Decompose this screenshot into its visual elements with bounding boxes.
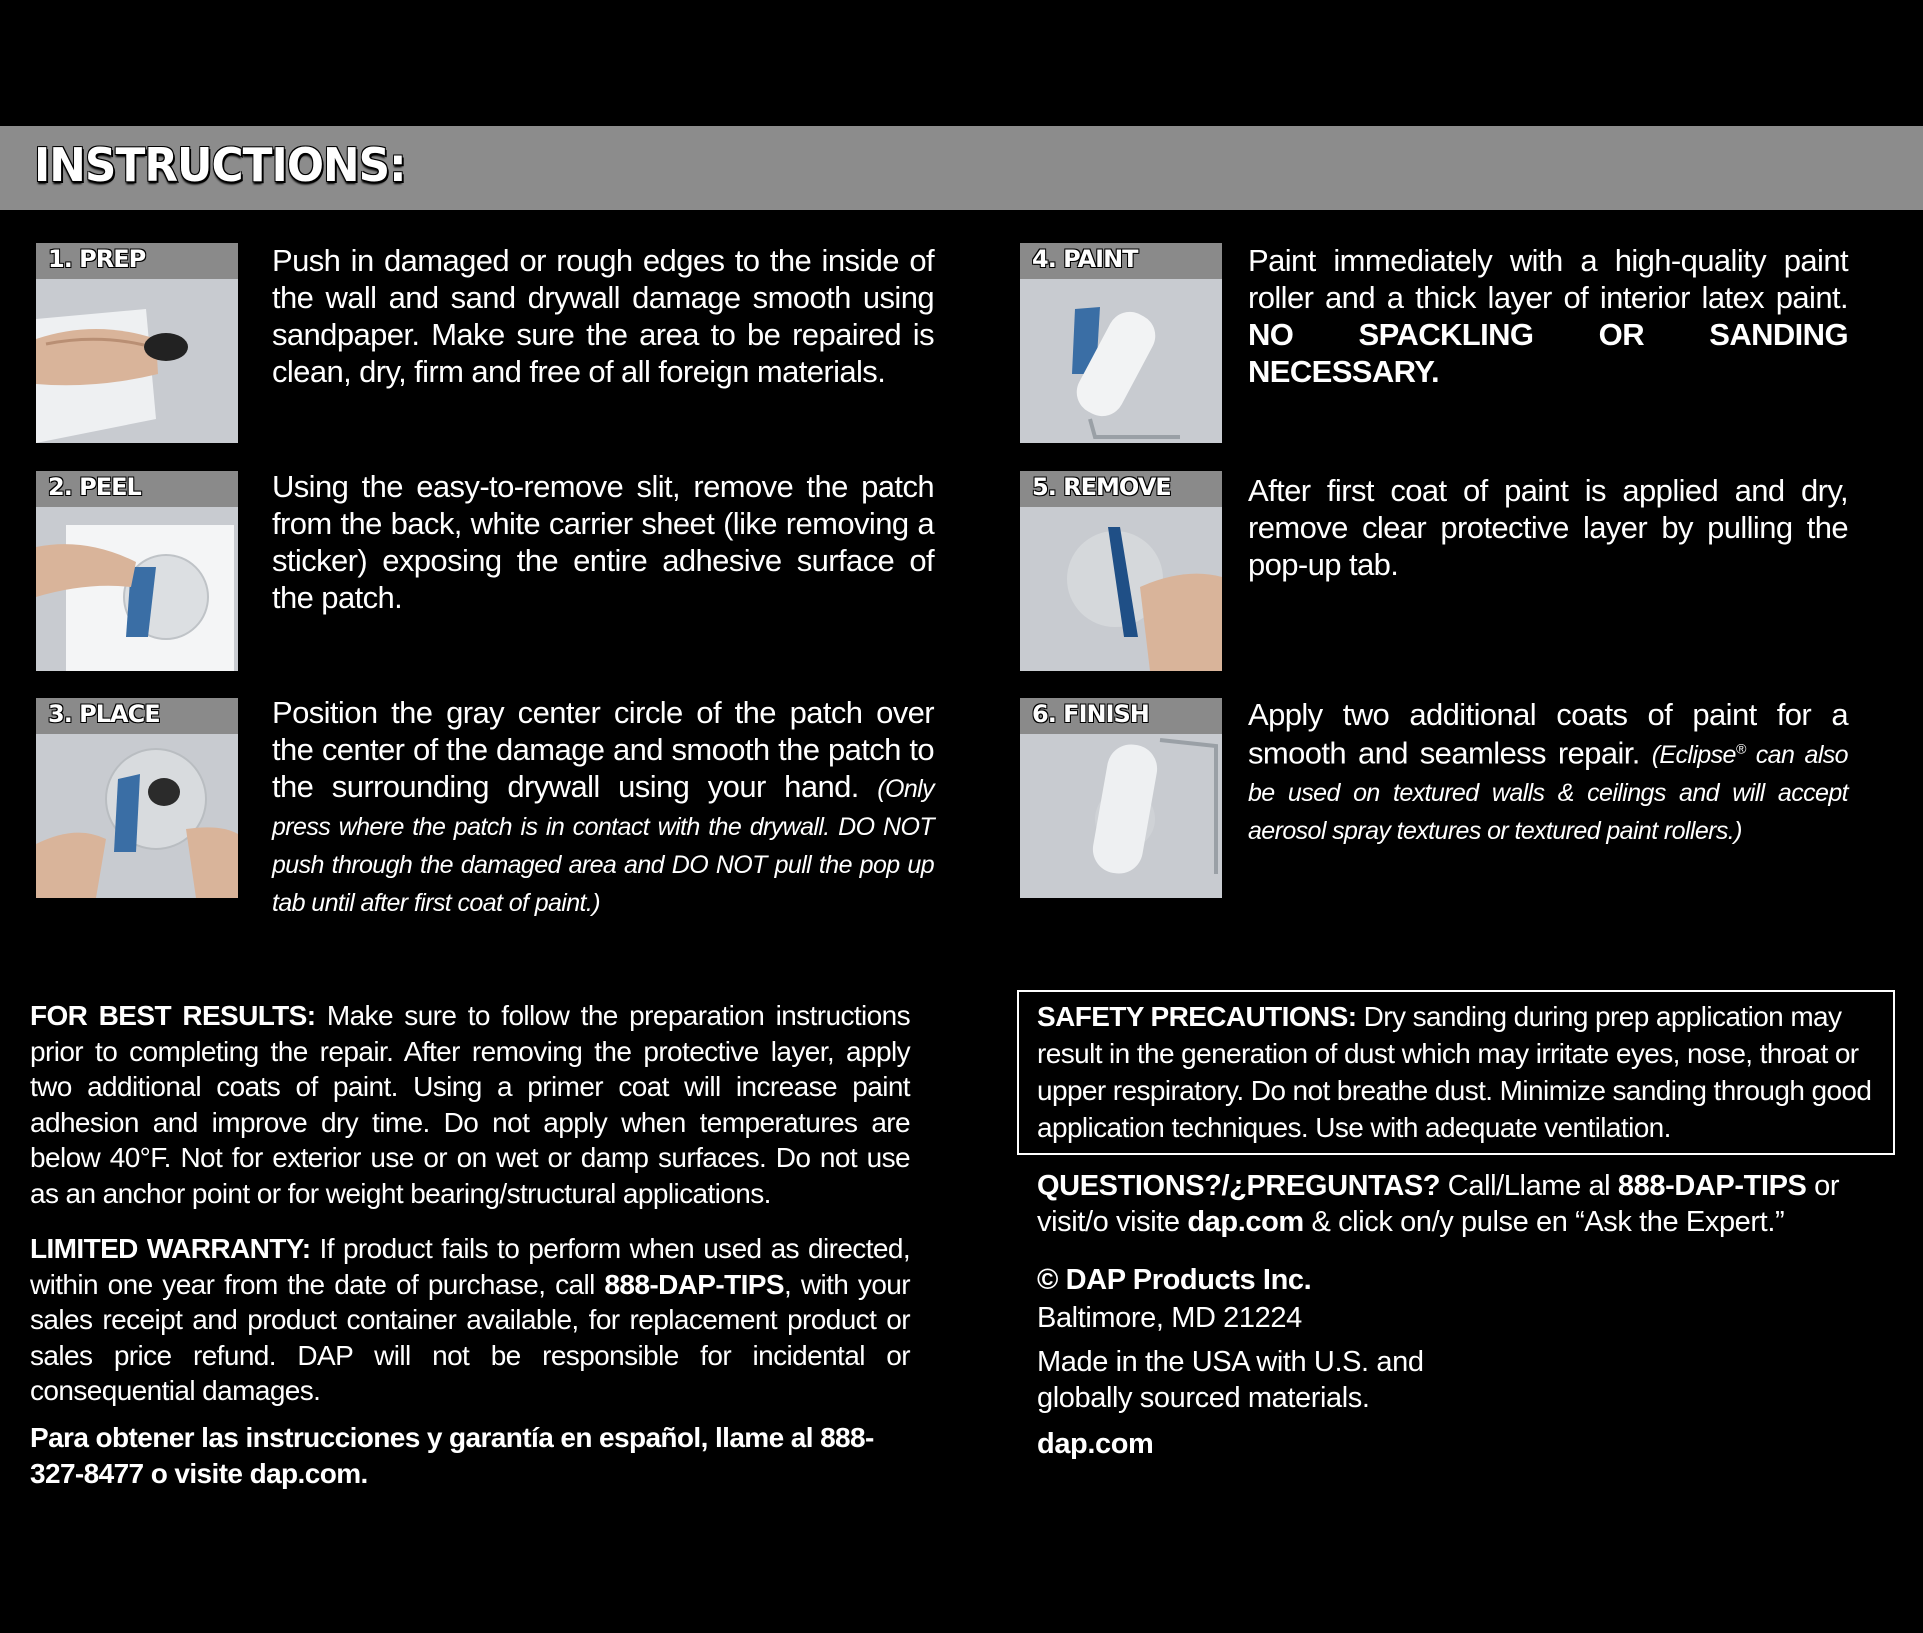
- prep-illustration: [36, 279, 238, 443]
- safety-heading: SAFETY PRECAUTIONS:: [1037, 1001, 1357, 1032]
- step-place-image: [36, 698, 238, 898]
- step-remove-text: After first coat of paint is applied and dry, remove clear protective layer by pulling the pop-up tab.: [1248, 473, 1848, 582]
- step-label-bar: [36, 698, 238, 734]
- step-finish-main: Apply two additional coats of paint for a smooth and seamless repair.: [1248, 697, 1848, 771]
- questions-text-3: & click on/y pulse en “Ask the Expert.”: [1311, 1206, 1785, 1238]
- questions-phone: 888-DAP-TIPS: [1617, 1170, 1807, 1202]
- questions: [1037, 1168, 1897, 1240]
- warranty: [30, 1231, 910, 1409]
- made-line-2: globally sourced materials.: [1037, 1382, 1370, 1414]
- step-place-main: Position the gray center circle of the patch over the center of the damage and smooth the patch to the surrounding drywall using your hand.: [272, 695, 934, 804]
- step-finish-text: [1248, 696, 1848, 848]
- step-prep-image: [36, 243, 238, 443]
- spanish-info: Para obtener las instrucciones y garantía en español, llame al 888-327-8477 o visite dap.com.: [30, 1422, 874, 1489]
- step-label-bar: [1020, 243, 1222, 279]
- step-peel-image: [36, 471, 238, 671]
- step-place-note: (Only press where the patch is in contact with the drywall. DO NOT push through the damaged area and DO NOT pull the pop up tab until after first coat of paint.): [272, 775, 934, 917]
- note-post: can also be used on textured walls & ceilings and will accept aerosol spray textures or textured paint rollers.): [1248, 741, 1848, 846]
- step-paint-bold: NO SPACKLING OR SANDING NECESSARY.: [1248, 317, 1848, 389]
- warranty-text-1: If product fails to perform when used as directed, within one year from the date of purchase, call: [30, 1233, 910, 1300]
- peel-illustration: [36, 507, 238, 671]
- step-prep-text: Push in damaged or rough edges to the inside of the wall and sand drywall damage smooth using sandpaper. Make sure the area to be repaired is clean, dry, firm and free of all foreign materials.: [272, 243, 934, 389]
- company-address: Baltimore, MD 21224: [1037, 1302, 1302, 1334]
- step-label: 5. REMOVE: [1032, 473, 1171, 501]
- step-label: 4. PAINT: [1032, 245, 1138, 273]
- step-remove-image: [1020, 471, 1222, 671]
- step-label: 2. PEEL: [48, 473, 141, 501]
- website-link[interactable]: dap.com: [1037, 1428, 1154, 1460]
- questions-site: dap.com: [1187, 1206, 1304, 1238]
- company-name: © DAP Products Inc.: [1037, 1264, 1312, 1296]
- step-place-text: [272, 694, 934, 920]
- questions-heading: QUESTIONS?/¿PREGUNTAS?: [1037, 1170, 1441, 1202]
- made-line-1: Made in the USA with U.S. and: [1037, 1346, 1424, 1378]
- best-results-text: Make sure to follow the preparation instructions prior to completing the repair. After removing the protective layer, apply two additional coats of paint. Using a primer coat will increase paint adhesion and improve dry time. Do not apply when temperatures are below 40°F. Not for exterior use or on wet or damp surfaces. Do not use as an anchor point or for weight bearing/structural applications.: [30, 1000, 910, 1209]
- questions-text-2: or visit/o visite: [1037, 1170, 1840, 1238]
- best-results-heading: FOR BEST RESULTS:: [30, 1000, 316, 1031]
- safety-text: Dry sanding during prep application may result in the generation of dust which may irritate eyes, nose, throat or upper respiratory. Do not breathe dust. Minimize sanding through good application techniques. Use with adequate ventilation.: [1037, 1001, 1872, 1143]
- step-label: 6. FINISH: [1032, 700, 1149, 728]
- safety-box: [1017, 990, 1895, 1155]
- header-bar: [0, 126, 1923, 210]
- finish-illustration: [1020, 734, 1222, 898]
- best-results: [30, 998, 910, 1211]
- note-pre: (Eclipse: [1651, 741, 1736, 770]
- registered-mark: ®: [1735, 741, 1746, 757]
- step-label-bar: [1020, 471, 1222, 507]
- step-paint-text: [1248, 242, 1848, 390]
- step-label: 3. PLACE: [48, 700, 160, 728]
- step-label: 1. PREP: [48, 245, 146, 273]
- remove-illustration: [1020, 507, 1222, 671]
- step-peel-text: Using the easy-to-remove slit, remove the patch from the back, white carrier sheet (like removing a sticker) exposing the entire adhesive surface of the patch.: [272, 469, 934, 615]
- step-label-bar: [36, 243, 238, 279]
- place-illustration: [36, 734, 238, 898]
- warranty-phone: 888-DAP-TIPS: [604, 1268, 784, 1300]
- step-label-bar: [1020, 698, 1222, 734]
- step-paint-main: Paint immediately with a high-quality paint roller and a thick layer of interior latex paint.: [1248, 243, 1848, 315]
- paint-illustration: [1020, 279, 1222, 443]
- warranty-heading: LIMITED WARRANTY:: [30, 1233, 311, 1264]
- page-title: INSTRUCTIONS:: [34, 138, 406, 192]
- safety-precautions: [1037, 998, 1887, 1146]
- questions-text-1: Call/Llame al: [1447, 1170, 1611, 1202]
- step-finish-image: [1020, 698, 1222, 898]
- warranty-text-2: , with your sales receipt and product container available, for replacement product or sales price refund. DAP will not be responsible for incidental or consequential damages.: [30, 1268, 910, 1406]
- step-label-bar: [36, 471, 238, 507]
- step-paint-image: [1020, 243, 1222, 443]
